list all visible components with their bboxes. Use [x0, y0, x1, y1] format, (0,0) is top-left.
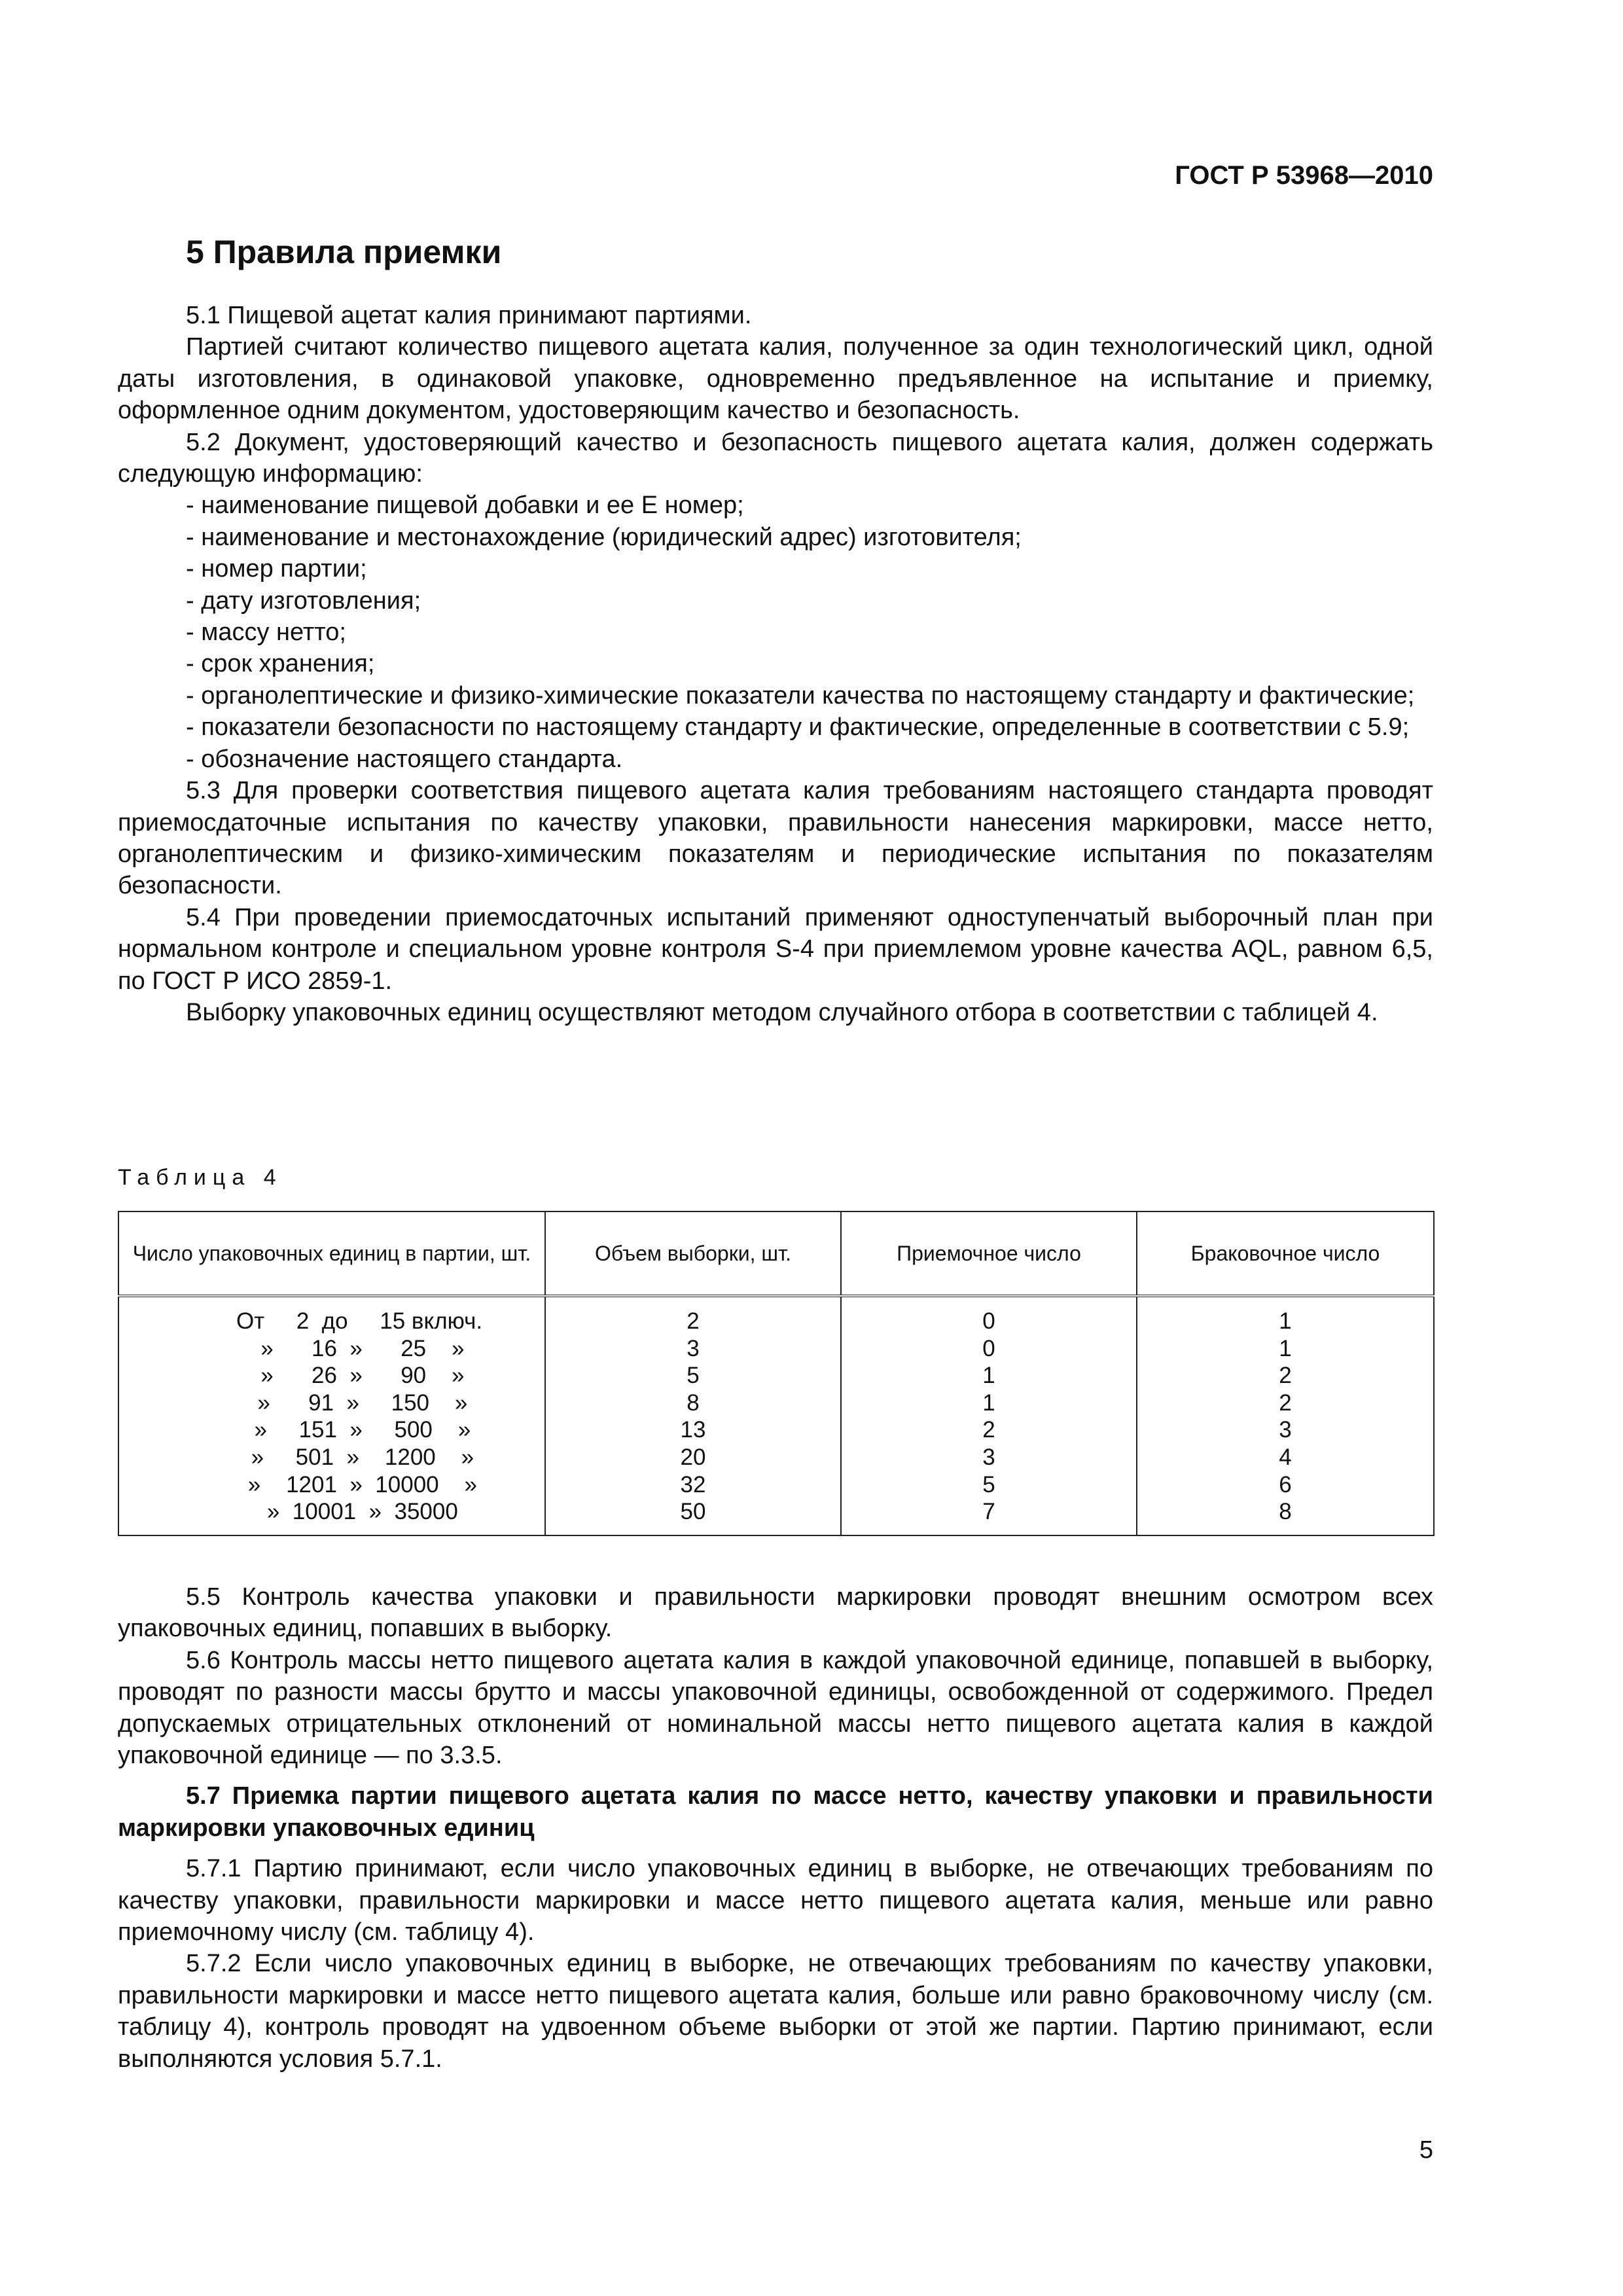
column-header-acceptance-number: Приемочное число	[841, 1211, 1137, 1296]
sample-size: 32	[545, 1471, 841, 1499]
sample-size: 3	[545, 1335, 841, 1363]
paragraph-5-7-2: 5.7.2 Если число упаковочных единиц в выборке, не отвечающих требованиям по качеству упаковки, правильности маркировки и массе нетто пищевого ацетата калия, больше или равно браковочному числу (см. таблицу 4), контроль проводят на удвоенном объеме выборки от этой же партии. Партию принимают, если выполняются условия 5.7.1.	[118, 1950, 1433, 2073]
subsection-heading-5-7: 5.7 Приемка партии пищевого ацетата калия по массе нетто, качеству упаковки и правильности маркировки упаковочных единиц	[118, 1782, 1433, 1842]
lot-size-range: » 91 » 150 »	[118, 1390, 545, 1417]
table-row	[118, 1444, 1434, 1471]
acceptance-number: 1	[841, 1362, 1137, 1390]
acceptance-number: 2	[841, 1416, 1137, 1444]
table-row	[118, 1498, 1434, 1535]
list-item: - срок хранения;	[186, 650, 375, 678]
text-block-2	[118, 1581, 1433, 2075]
list-item: - показатели безопасности по настоящему стандарту и фактические, определенные в соответствии с 5.9;	[186, 713, 1410, 742]
list-item: - номер партии;	[186, 555, 367, 583]
acceptance-number: 7	[841, 1498, 1137, 1535]
list-item: - массу нетто;	[186, 619, 346, 647]
lot-size-range: » 26 » 90 »	[118, 1362, 545, 1390]
rejection-number: 1	[1137, 1296, 1434, 1335]
acceptance-number: 5	[841, 1471, 1137, 1499]
table-header-row	[118, 1211, 1434, 1296]
acceptance-number: 1	[841, 1390, 1137, 1417]
list-item: - обозначение настоящего стандарта.	[186, 745, 623, 773]
sample-size: 2	[545, 1296, 841, 1335]
paragraph-5-3: 5.3 Для проверки соответствия пищевого ацетата калия требованиям настоящего стандарта проводят приемосдаточные испытания по качеству упаковки, правильности нанесения маркировки, массе нетто, органолептическим и физико-химическим показателям и периодические испытания по показателям безопасности.	[118, 777, 1433, 900]
acceptance-number: 3	[841, 1444, 1137, 1471]
paragraph-5-1: 5.1 Пищевой ацетат калия принимают партиями.	[186, 302, 752, 329]
column-header-rejection-number: Браковочное число	[1137, 1211, 1434, 1296]
sampling-table	[118, 1211, 1435, 1536]
acceptance-number: 0	[841, 1296, 1137, 1335]
list-item: - органолептические и физико-химические показатели качества по настоящему стандарту и фактические;	[186, 681, 1415, 709]
page-number: 5	[1419, 2136, 1433, 2164]
table-row	[118, 1471, 1434, 1499]
table-caption: Таблица 4	[118, 1165, 283, 1190]
standard-number: ГОСТ Р 53968—2010	[1175, 161, 1433, 190]
rejection-number: 3	[1137, 1416, 1434, 1444]
sample-size: 20	[545, 1444, 841, 1471]
list-item: - наименование пищевой добавки и ее Е номер;	[186, 492, 744, 520]
lot-size-range: » 501 » 1200 »	[118, 1444, 545, 1471]
lot-size-range: От 2 до 15 включ.	[118, 1296, 545, 1335]
paragraph-5-5: 5.5 Контроль качества упаковки и правильности маркировки проводят внешним осмотром всех упаковочных единиц, попавших в выборку.	[118, 1583, 1433, 1643]
paragraph-5-2: 5.2 Документ, удостоверяющий качество и безопасность пищевого ацетата калия, должен содержать следующую информацию:	[118, 428, 1433, 488]
acceptance-number: 0	[841, 1335, 1137, 1363]
paragraph-lot-definition: Партией считают количество пищевого ацетата калия, полученное за один технологический цикл, одной даты изготовления, в одинаковой упаковке, одновременно предъявленное на испытание и приемку, оформленное одним документом, удостоверяющим качество и безопасность.	[118, 333, 1433, 425]
lot-size-range: » 16 » 25 »	[118, 1335, 545, 1363]
paragraph-5-6: 5.6 Контроль массы нетто пищевого ацетата калия в каждой упаковочной единице, попавшей в выборку, проводят по разности массы брутто и массы упаковочной единицы, освобожденной от содержимого. Предел допускаемых отрицательных отклонений от номинальной массы нетто пищевого ацетата калия в каждой упаковочной единице — по 3.3.5.	[118, 1646, 1433, 1770]
list-item: - дату изготовления;	[186, 586, 421, 615]
lot-size-range: » 1201 » 10000 »	[118, 1471, 545, 1499]
column-header-lot-size: Число упаковочных единиц в партии, шт.	[118, 1211, 545, 1296]
rejection-number: 2	[1137, 1390, 1434, 1417]
table-row	[118, 1335, 1434, 1363]
rejection-number: 8	[1137, 1498, 1434, 1535]
rejection-number: 1	[1137, 1335, 1434, 1363]
sample-size: 8	[545, 1390, 841, 1417]
text-block-1	[118, 300, 1433, 1028]
lot-size-range: » 10001 » 35000	[118, 1498, 545, 1535]
list-item: - наименование и местонахождение (юридический адрес) изготовителя;	[186, 523, 1022, 551]
column-header-sample-size: Объем выборки, шт.	[545, 1211, 841, 1296]
table-row	[118, 1362, 1434, 1390]
lot-size-range: » 151 » 500 »	[118, 1416, 545, 1444]
paragraph-sampling: Выборку упаковочных единиц осуществляют методом случайного отбора в соответствии с таблицей 4.	[186, 998, 1378, 1026]
sample-size: 5	[545, 1362, 841, 1390]
section-title: 5 Правила приемки	[186, 234, 502, 270]
rejection-number: 4	[1137, 1444, 1434, 1471]
table-row	[118, 1390, 1434, 1417]
sample-size: 13	[545, 1416, 841, 1444]
rejection-number: 6	[1137, 1471, 1434, 1499]
paragraph-5-7-1: 5.7.1 Партию принимают, если число упаковочных единиц в выборке, не отвечающих требованиям по качеству упаковки, правильности маркировки и массе нетто пищевого ацетата калия, меньше или равно приемочному числу (см. таблицу 4).	[118, 1855, 1433, 1946]
table-row	[118, 1296, 1434, 1335]
rejection-number: 2	[1137, 1362, 1434, 1390]
table-row	[118, 1416, 1434, 1444]
paragraph-5-4: 5.4 При проведении приемосдаточных испытаний применяют одноступенчатый выборочный план при нормальном контроле и специальном уровне контроля S-4 при приемлемом уровне качества AQL, равном 6,5, по ГОСТ Р ИСО 2859-1.	[118, 903, 1433, 995]
sample-size: 50	[545, 1498, 841, 1535]
